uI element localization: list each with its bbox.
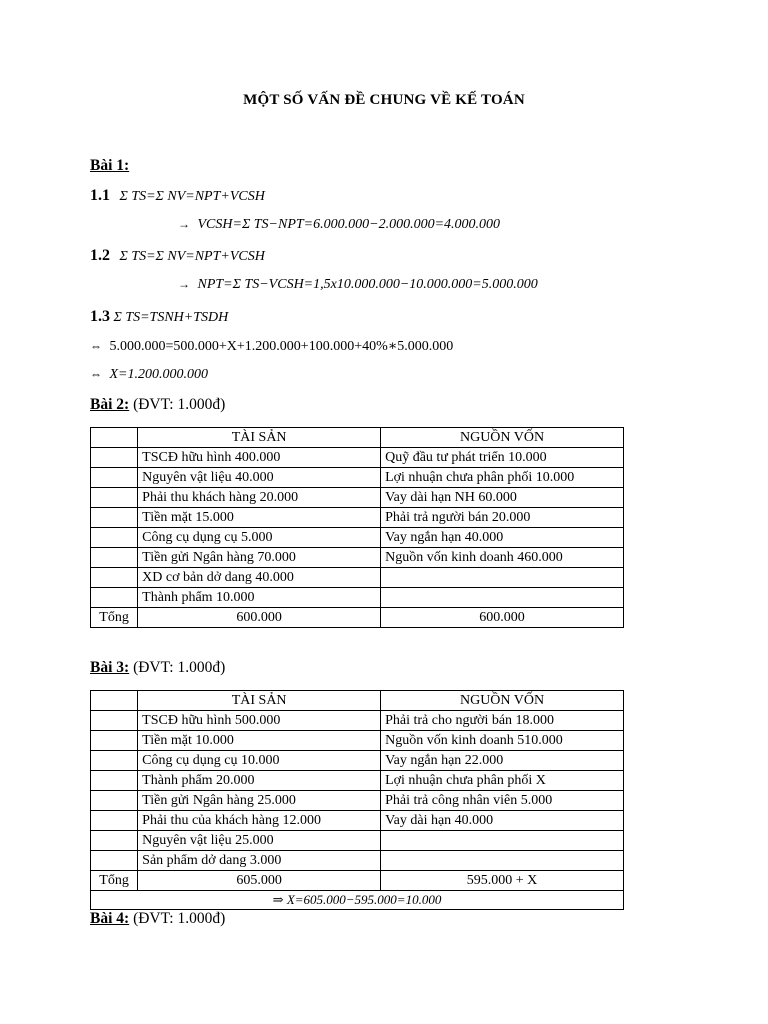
bai1-1-eq1: Σ TS=Σ NV=NPT+VCSH — [119, 189, 265, 204]
table-cell — [91, 731, 138, 751]
table-header-cell: NGUỒN VỐN — [381, 691, 624, 711]
table-cell: Thành phẩm 10.000 — [138, 588, 381, 608]
table-cell: Vay dài hạn NH 60.000 — [381, 488, 624, 508]
bai3-unit: (ĐVT: 1.000đ) — [129, 659, 226, 676]
table-cell: Phải trả cho người bán 18.000 — [381, 711, 624, 731]
table-cell — [91, 851, 138, 871]
bai3-heading: Bài 3: — [90, 659, 130, 676]
equivalence-arrow-icon: ⇔ — [90, 339, 102, 353]
bai1-2-line2 — [178, 277, 538, 293]
table-cell: Nguồn vốn kinh doanh 510.000 — [381, 731, 624, 751]
total-assets: 600.000 — [138, 608, 381, 628]
table-cell: Tiền gửi Ngân hàng 70.000 — [138, 548, 381, 568]
table-cell — [381, 831, 624, 851]
table-row — [91, 548, 624, 568]
table-cell — [91, 711, 138, 731]
table-cell: Phải thu khách hàng 20.000 — [138, 488, 381, 508]
table-cell — [91, 568, 138, 588]
table-cell: Nguyên vật liệu 25.000 — [138, 831, 381, 851]
bai1-3-eq3: X=1.200.000.000 — [109, 367, 208, 382]
table-cell: Nguyên vật liệu 40.000 — [138, 468, 381, 488]
bai3-balance-table — [90, 690, 624, 910]
equivalence-arrow-icon: ⇔ — [90, 367, 102, 381]
bai1-1-line1 — [90, 187, 265, 205]
table-cell: TSCĐ hữu hình 400.000 — [138, 448, 381, 468]
bai1-1-line2 — [178, 217, 500, 233]
table-cell — [91, 771, 138, 791]
table-cell: Lợi nhuận chưa phân phối 10.000 — [381, 468, 624, 488]
table-cell — [91, 448, 138, 468]
table-cell — [91, 791, 138, 811]
bai1-2-eq1: Σ TS=Σ NV=NPT+VCSH — [119, 249, 265, 264]
bai2-balance-table — [90, 427, 624, 628]
table-header-cell: TÀI SẢN — [138, 691, 381, 711]
table-cell: Tiền mặt 10.000 — [138, 731, 381, 751]
table-cell: Tiền mặt 15.000 — [138, 508, 381, 528]
table-cell — [91, 811, 138, 831]
table-cell: Sản phẩm dở dang 3.000 — [138, 851, 381, 871]
table-cell: Vay dài hạn 40.000 — [381, 811, 624, 831]
table-cell: Nguồn vốn kinh doanh 460.000 — [381, 548, 624, 568]
table-cell — [381, 568, 624, 588]
arrow-right-icon: → — [178, 277, 190, 291]
table-cell: TSCĐ hữu hình 500.000 — [138, 711, 381, 731]
table-cell: Lợi nhuận chưa phân phối X — [381, 771, 624, 791]
table-header-cell — [91, 428, 138, 448]
table-total-row — [91, 608, 624, 628]
table-cell — [91, 508, 138, 528]
table-header-row — [91, 428, 624, 448]
table-cell: Thành phẩm 20.000 — [138, 771, 381, 791]
bai4-unit: (ĐVT: 1.000đ) — [129, 910, 226, 927]
bai4-heading: Bài 4: — [90, 910, 130, 927]
table-row — [91, 811, 624, 831]
table-equation-row — [91, 891, 624, 910]
table-cell — [91, 831, 138, 851]
table-header-row — [91, 691, 624, 711]
table-cell: XD cơ bản dở dang 40.000 — [138, 568, 381, 588]
table-cell: Tiền gửi Ngân hàng 25.000 — [138, 791, 381, 811]
table-cell: Công cụ dụng cụ 10.000 — [138, 751, 381, 771]
bai2-heading: Bài 2: — [90, 396, 130, 413]
bai1-heading: Bài 1: — [90, 157, 130, 174]
table-row — [91, 528, 624, 548]
table-cell: Phải trả người bán 20.000 — [381, 508, 624, 528]
bai3-solution-equation: ⇒ X=605.000−595.000=10.000 — [91, 891, 624, 910]
bai1-3-number: 1.3 — [90, 308, 110, 325]
table-cell: Phải trả công nhân viên 5.000 — [381, 791, 624, 811]
table-row — [91, 751, 624, 771]
table-cell — [91, 528, 138, 548]
bai3-heading-line — [90, 659, 225, 677]
table-cell — [381, 588, 624, 608]
bai1-3-line1 — [90, 308, 228, 326]
bai1-2-line1 — [90, 247, 265, 265]
bai4-heading-line — [90, 910, 225, 928]
table-row — [91, 568, 624, 588]
bai2-unit: (ĐVT: 1.000đ) — [129, 396, 226, 413]
table-row — [91, 508, 624, 528]
table-row — [91, 711, 624, 731]
bai1-1-number: 1.1 — [90, 187, 110, 204]
table-cell — [91, 548, 138, 568]
table-cell: Phải thu của khách hàng 12.000 — [138, 811, 381, 831]
total-assets: 605.000 — [138, 871, 381, 891]
table-cell — [381, 851, 624, 871]
table-row — [91, 448, 624, 468]
table-cell — [91, 751, 138, 771]
table-cell: Vay ngắn hạn 40.000 — [381, 528, 624, 548]
table-cell — [91, 488, 138, 508]
page-title: MỘT SỐ VẤN ĐỀ CHUNG VỀ KẾ TOÁN — [243, 92, 525, 108]
total-sources: 595.000 + X — [381, 871, 624, 891]
bai1-3-eq1: Σ TS=TSNH+TSDH — [113, 310, 229, 325]
bai1-3-line2 — [90, 338, 453, 355]
table-header-cell: TÀI SẢN — [138, 428, 381, 448]
bai1-2-number: 1.2 — [90, 247, 110, 264]
bai1-2-eq2: NPT=Σ TS−VCSH=1,5x10.000.000−10.000.000=5.000.000 — [197, 277, 538, 292]
table-row — [91, 488, 624, 508]
arrow-right-icon: → — [178, 217, 190, 231]
table-row — [91, 791, 624, 811]
bai1-3-line3 — [90, 367, 208, 383]
table-header-cell: NGUỒN VỐN — [381, 428, 624, 448]
table-row — [91, 771, 624, 791]
table-row — [91, 468, 624, 488]
table-row — [91, 588, 624, 608]
table-cell: Quỹ đầu tư phát triển 10.000 — [381, 448, 624, 468]
bai1-1-eq2: VCSH=Σ TS−NPT=6.000.000−2.000.000=4.000.000 — [197, 217, 501, 232]
table-cell: Công cụ dụng cụ 5.000 — [138, 528, 381, 548]
table-row — [91, 731, 624, 751]
table-cell — [91, 588, 138, 608]
total-label: Tổng — [91, 871, 138, 891]
table-cell — [91, 468, 138, 488]
total-label: Tổng — [91, 608, 138, 628]
table-total-row — [91, 871, 624, 891]
bai2-heading-line — [90, 396, 225, 414]
total-sources: 600.000 — [381, 608, 624, 628]
table-header-cell — [91, 691, 138, 711]
table-row — [91, 851, 624, 871]
bai1-3-eq2: 5.000.000=500.000+X+1.200.000+100.000+40%∗5.000.000 — [109, 339, 454, 354]
table-cell: Vay ngắn hạn 22.000 — [381, 751, 624, 771]
table-row — [91, 831, 624, 851]
